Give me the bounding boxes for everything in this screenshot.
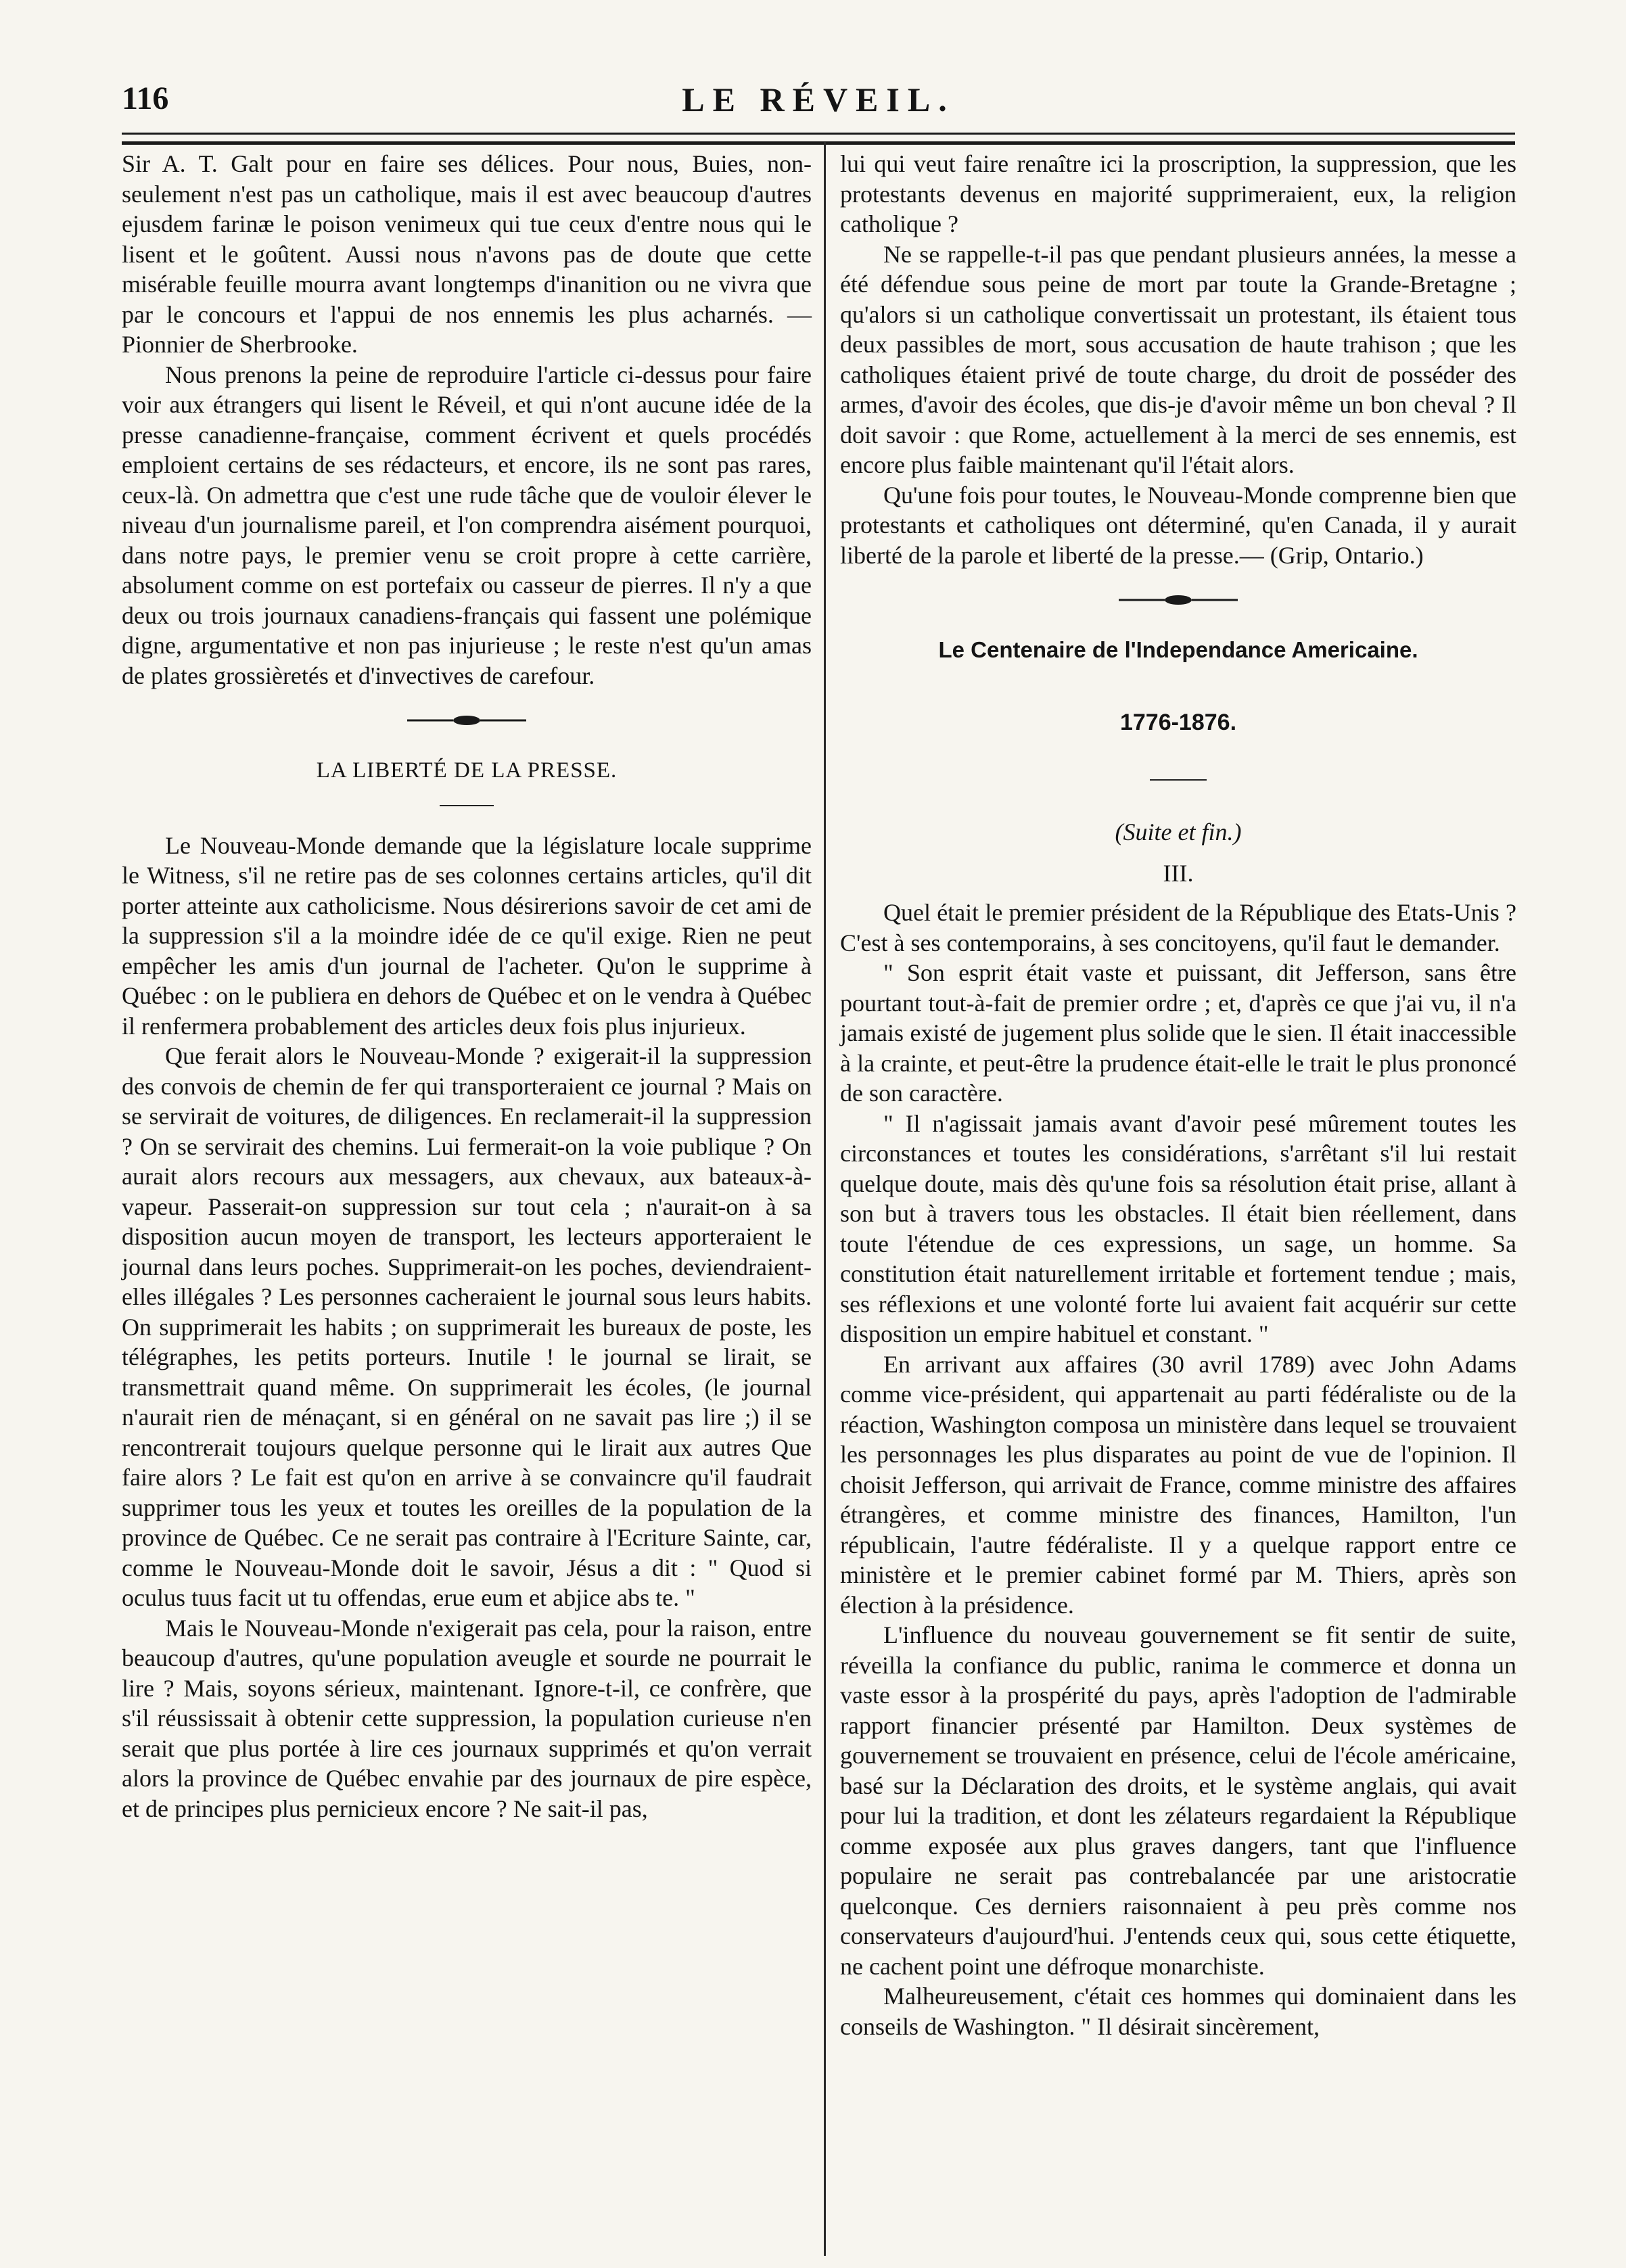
heading-underline (440, 805, 494, 806)
ornament-divider-left (406, 714, 528, 727)
section-heading-liberte: LA LIBERTÉ DE LA PRESSE. (316, 758, 618, 783)
ornament-divider-right (1117, 593, 1239, 607)
left-paragraph-4: Que ferait alors le Nouveau-Monde ? exigerait-il la suppression des convois de chemin de fer qui transporteraient ce journal ? Mais on se servirait de voitures, de diligences. En reclamerait-il la suppression ? On se servirait des chemins. Lui fermerait-on la voie publique ? On aurait alors recours aux messagers, aux chevaux, aux bateaux-à-vapeur. Passerait-on suppression sur tout cela ; n'aurait-on à sa disposition aucun moyen de transport, les lecteurs apporteraient le journal dans leurs poches. Supprimerait-on les poches, deviendraient-elles illégales ? Les personnes cacheraient le journal sous leurs habits. On supprimerait les habits ; on supprimerait les bureaux de poste, les télégraphes, les petits porteurs. Inutile ! le journal se lirait, se transmettrait quand même. On supprimerait les écoles, (le journal n'aurait rien de ménaçant, si en général on ne savait pas lire ;) il se rencontrerait toujours quelque personne qui le lirait aux autres Que faire alors ? Le fait est qu'on en arrive à se convaincre qu'il faudrait supprimer tous les yeux et toutes les oreilles de la population de la province de Québec. Ce ne serait pas contraire à l'Ecriture Sainte, car, comme le Nouveau-Monde doit le savoir, Jésus a dit : " Quod si oculus tuus facit ut tu offendas, erue eum et abjice abs te. " (122, 1042, 812, 1611)
left-paragraph-3: Le Nouveau-Monde demande que la législature locale supprime le Witness, s'il ne retire pas de ses colonnes certains articles, qu'il dit porter atteinte aux catholicisme. Nous désirerions savoir de cet ami de la suppression s'il a la moindre idée de ce qu'il exige. Rien ne peut empêcher les amis d'un journal de l'acheter. Qu'on le supprime à Québec : on le publiera en dehors de Québec et on le vendra à Québec il renfermera probablement des articles deux fois plus injurieux. (122, 831, 812, 1040)
right-paragraph-7: En arrivant aux affaires (30 avril 1789) avec John Adams comme vice-président, qui appartenait au parti fédéraliste ou de la réaction, Washington composa un ministère dans lequel se trouvaient les personnages les plus disparates au point de vue de l'opinion. Il choisit Jefferson, qui arrivait de France, comme ministre des affaires étrangères, et comme ministre des finances, Hamilton, l'un républicain, l'autre fédéraliste. Il y a quelque rapport entre ce ministère et le premier cabinet formé par M. Thiers, après son élection à la présidence. (840, 1350, 1516, 1619)
page-header (122, 80, 1515, 134)
left-paragraph-1: Sir A. T. Galt pour en faire ses délices. Pour nous, Buies, non-seulement n'est pas un catholique, mais il est avec beaucoup d'autres ejusdem farinæ le poison venimeux qui tue ceux d'entre nous qui le lisent et le goûtent. Aussi nous n'avons pas de doute que cette misérable feuille mourra avant longtemps d'inanition ou ne vivra que par le concours et l'appui de nos ennemis les plus acharnés. — Pionnier de Sherbrooke. (122, 150, 812, 358)
left-column (122, 149, 812, 1824)
left-paragraph-5: Mais le Nouveau-Monde n'exigerait pas cela, pour la raison, entre beaucoup d'autres, qu'une population aveugle et sourde ne pourrait le lire ? Mais, soyons sérieux, maintenant. Ignore-t-il, ce confrère, que s'il réussissait à obtenir cette suppression, la population curieuse n'en serait que plus portée à lire ces journaux supprimés et qu'on verrait alors la province de Québec envahie par des journaux de pire espèce, et de principes plus pernicieux encore ? Ne sait-il pas, (122, 1614, 812, 1822)
years-underline (1150, 779, 1207, 781)
heading-years: 1776-1876. (1119, 709, 1237, 735)
right-paragraph-6: " Il n'agissait jamais avant d'avoir pesé mûrement toutes les circonstances et toutes les considérations, s'arrêtant s'il lui restait quelque doute, mais dès qu'une fois sa résolution était prise, allant à son but à travers tous les obstacles. Il était bien réellement, dans toute l'étendue de ces expressions, un sage, un homme. Sa constitution était naturellement irritable et fortement tendue ; mais, ses réflexions et une volonté forte lui avaient fait acquérir sur cette disposition un empire habituel et constant. " (840, 1109, 1516, 1347)
right-paragraph-1: lui qui veut faire renaître ici la proscription, la suppression, que les protestants devenus en majorité supprimeraient, eux, la religion catholique ? (840, 150, 1516, 237)
right-paragraph-8: L'influence du nouveau gouvernement se fit sentir de suite, réveilla la confiance du public, ranima le commerce et donna un vaste essor à la prospérité du pays, après l'adoption de l'admirable rapport financier présenté par Hamilton. Deux systèmes de gouvernement se trouvaient en présence, celui de l'école américaine, basé sur la Déclaration des droits, et le système anglais, qui avait pour lui la tradition, et dont les zélateurs regardaient la République comme exposée aux plus graves dangers, tant que l'influence populaire ne serait pas contrebalancée par une aristocratie quelconque. Ces derniers raisonnaient à peu près comme nos conservateurs d'aujourd'hui. J'entends ceux qui, sous cette étiquette, ne cachent point une défroque monarchiste. (840, 1621, 1516, 1980)
right-paragraph-4: Quel était le premier président de la République des Etats-Unis ? C'est à ses contemporains, à ses concitoyens, qu'il faut le demander. (840, 899, 1516, 956)
running-title: LE RÉVEIL. (682, 80, 955, 118)
header-double-rule (122, 133, 1515, 145)
right-column (840, 149, 1516, 2041)
right-paragraph-9: Malheureusement, c'était ces hommes qui dominaient dans les conseils de Washington. " Il désirait sincèrement, (840, 1983, 1516, 2040)
suite-et-fin: (Suite et fin.) (1115, 818, 1242, 846)
left-paragraph-2: Nous prenons la peine de reproduire l'article ci-dessus pour faire voir aux étrangers qui lisent le Réveil, et qui n'ont aucune idée de la presse canadienne-française, comment écrivent et quels procédés emploient certains de ses rédacteurs, et encore, ils ne sont pas rares, ceux-là. On admettra que c'est une rude tâche que de vouloir élever le niveau d'un journalisme pareil, et l'on comprendra aisément pourquoi, dans notre pays, le premier venu se croit propre à cette carrière, absolument comme on est portefaix ou casseur de pierres. Il n'y a que deux ou trois journaux canadiens-français qui fassent une polémique digne, argumentative et non pas injurieuse ; le reste n'est qu'un amas de plates grossièretés et d'invectives de carefour. (122, 361, 812, 689)
section-heading-centenaire: Le Centenaire de l'Independance Americaine. (938, 637, 1418, 662)
right-paragraph-3: Qu'une fois pour toutes, le Nouveau-Monde comprenne bien que protestants et catholiques ont déterminé, qu'en Canada, il y aurait liberté de la parole et liberté de la presse.— (Grip, Ontario.) (840, 481, 1516, 569)
page-number: 116 (122, 80, 169, 116)
right-paragraph-5: " Son esprit était vaste et puissant, dit Jefferson, sans être pourtant tout-à-fait de premier ordre ; et, d'après ce que j'ai vu, il n'a jamais existé de jugement plus solide que le sien. Il était inaccessible à la crainte, et peut-être la prudence était-elle le trait le plus prononcé de son caractère. (840, 959, 1516, 1107)
column-divider (824, 142, 826, 2256)
right-paragraph-2: Ne se rappelle-t-il pas que pendant plusieurs années, la messe a été défendue sous peine de mort par toute la Grande-Bretagne ; qu'alors si un catholique convertissait un protestant, ils étaient tous deux passibles de mort, sous accusation de haute trahison ; que les catholiques étaient privé de toute charge, du droit de posséder des armes, d'avoir des écoles, que dis-je d'avoir même un bon cheval ? Il doit savoir : que Rome, actuellement à la merci de ses ennemis, est encore plus faible maintenant qu'il l'était alors. (840, 240, 1516, 478)
section-number: III. (1163, 859, 1194, 887)
